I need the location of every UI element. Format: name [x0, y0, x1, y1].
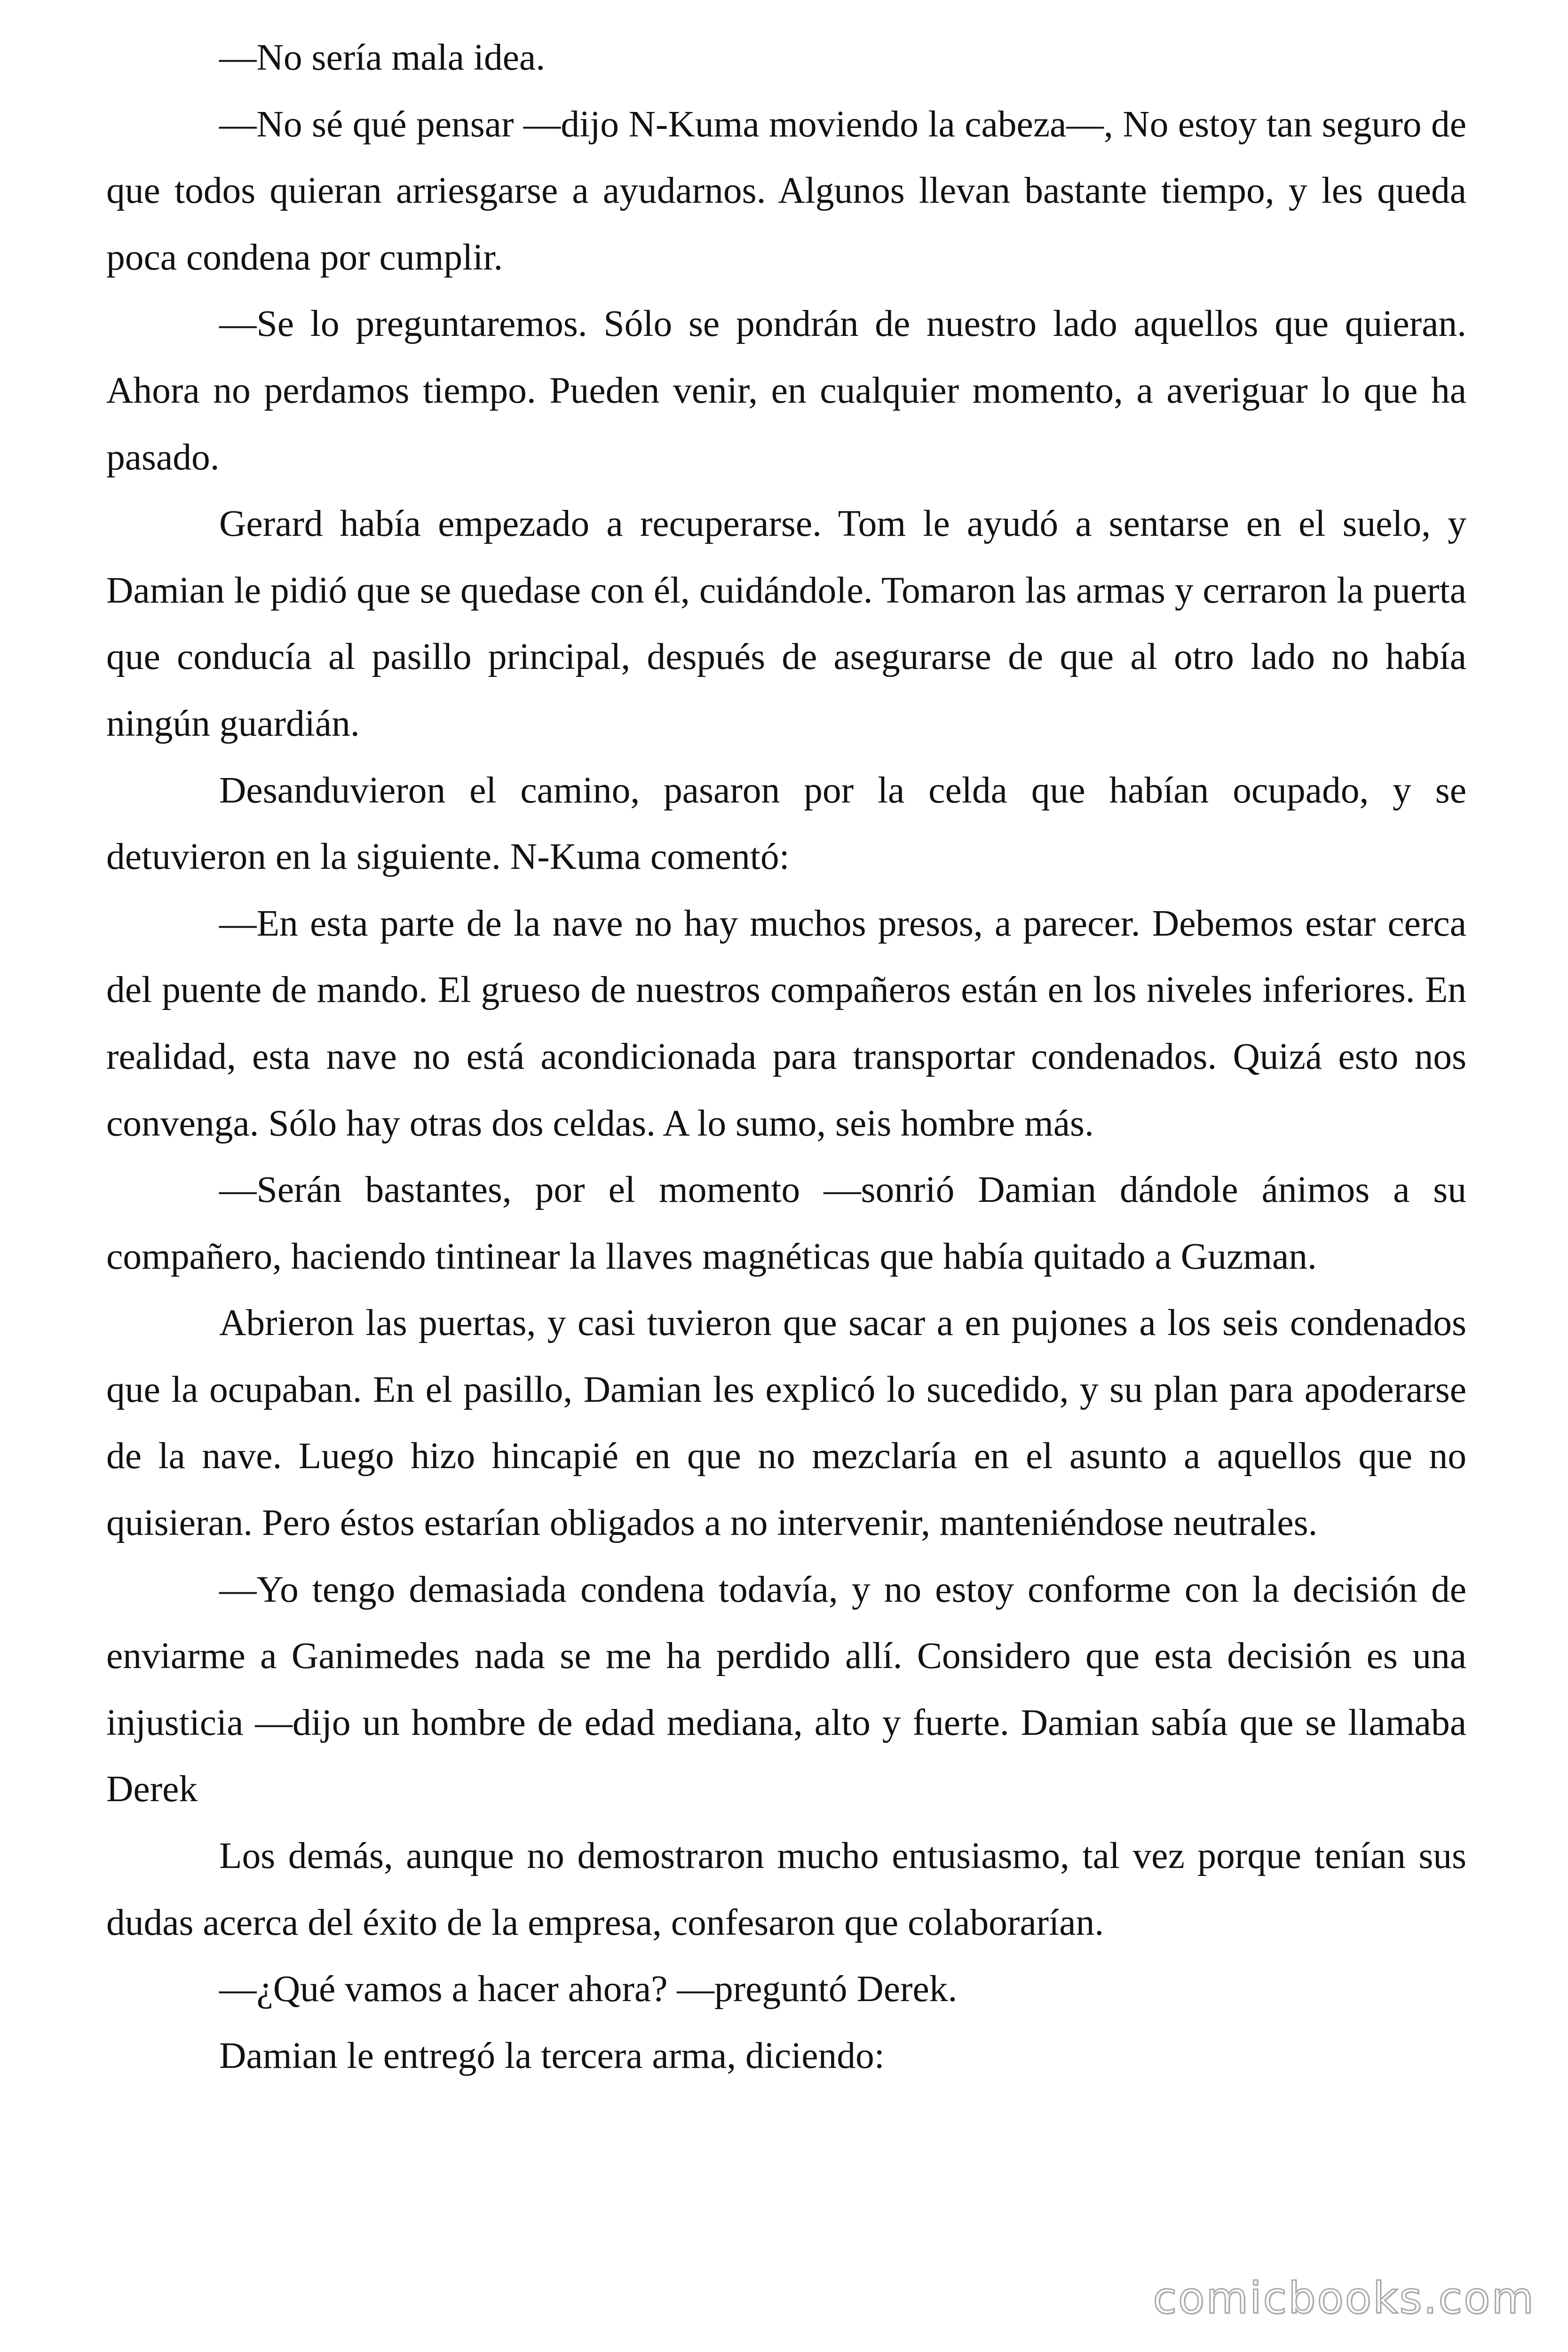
paragraph: —Se lo preguntaremos. Sólo se pondrán de nuestro lado aquellos que quieran. Ahora no perdamos tiempo. Pueden venir, en cualquier momento, a averiguar lo que ha pasado.	[106, 303, 1466, 478]
paragraph: Los demás, aunque no demostraron mucho entusiasmo, tal vez porque tenían sus dudas acerca del éxito de la empresa, confesaron que colaborarían.	[106, 1835, 1466, 1943]
watermark: comicbooks.com	[1153, 2273, 1535, 2323]
paragraph: Damian le entregó la tercera arma, diciendo:	[219, 2034, 885, 2076]
page-text	[106, 24, 1466, 2089]
paragraph: Abrieron las puertas, y casi tuvieron que sacar a en pujones a los seis condenados que la ocupaban. En el pasillo, Damian les explicó lo sucedido, y su plan para apoderarse de la nave. Luego hizo hincapié en que no mezclaría en el asunto a aquellos que no quisieran. Pero éstos estarían obligados a no intervenir, manteniéndose neutrales.	[106, 1302, 1466, 1544]
paragraph: —En esta parte de la nave no hay muchos presos, a parecer. Debemos estar cerca del puente de mando. El grueso de nuestros compañeros están en los niveles inferiores. En realidad, esta nave no está acondicionada para transportar condenados. Quizá esto nos convenga. Sólo hay otras dos celdas. A lo sumo, seis hombre más.	[106, 902, 1466, 1144]
paragraph: —No sé qué pensar —dijo N-Kuma moviendo la cabeza—, No estoy tan seguro de que todos quieran arriesgarse a ayudarnos. Algunos llevan bastante tiempo, y les queda poca condena por cumplir.	[106, 103, 1466, 278]
paragraph: —No sería mala idea.	[219, 37, 546, 78]
paragraph: Desanduvieron el camino, pasaron por la celda que habían ocupado, y se detuvieron en la siguiente. N-Kuma comentó:	[106, 769, 1466, 878]
paragraph: Gerard había empezado a recuperarse. Tom le ayudó a sentarse en el suelo, y Damian le pidió que se quedase con él, cuidándole. Tomaron las armas y cerraron la puerta que conducía al pasillo principal, después de asegurarse de que al otro lado no había ningún guardián.	[106, 503, 1466, 744]
paragraph: —Yo tengo demasiada condena todavía, y no estoy conforme con la decisión de enviarme a Ganimedes nada se me ha perdido allí. Considero que esta decisión es una injusticia —dijo un hombre de edad mediana, alto y fuerte. Damian sabía que se llamaba Derek	[106, 1568, 1466, 1810]
paragraph: —¿Qué vamos a hacer ahora? —preguntó Derek.	[219, 1968, 958, 2010]
paragraph: —Serán bastantes, por el momento —sonrió Damian dándole ánimos a su compañero, haciendo tintinear la llaves magnéticas que había quitado a Guzman.	[106, 1169, 1466, 1277]
